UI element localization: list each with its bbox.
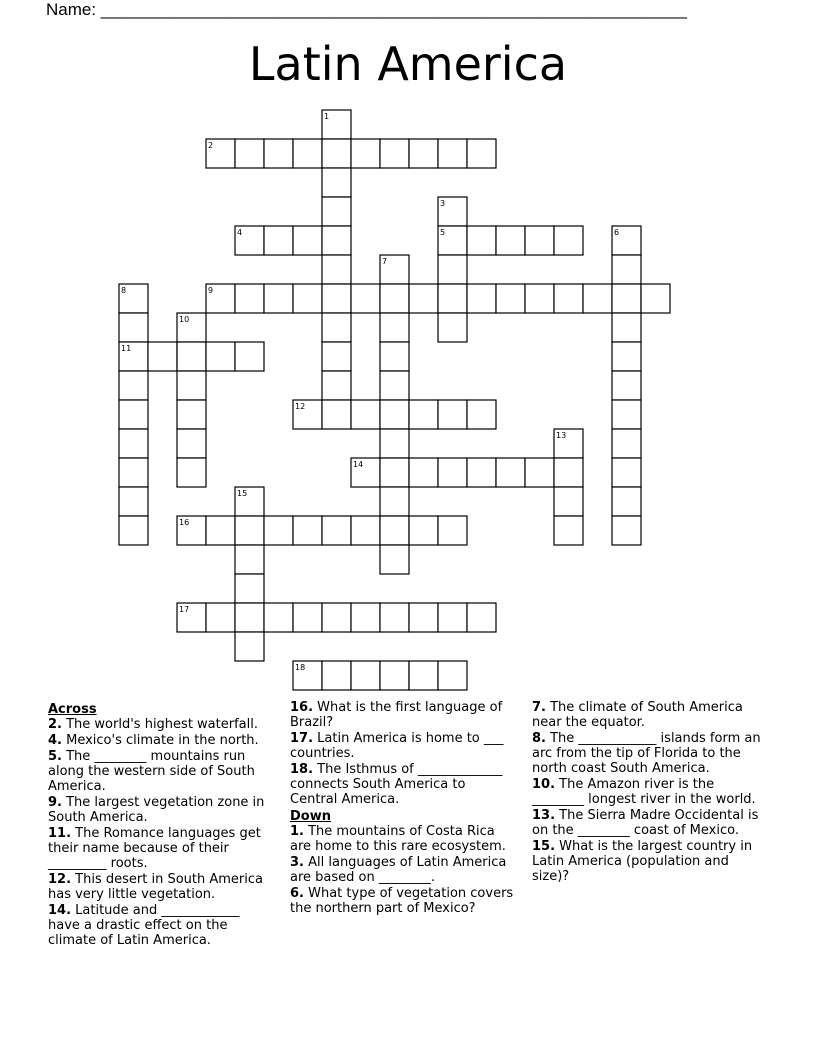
clue-number-label: 11. <box>48 826 72 841</box>
grid-cell[interactable] <box>235 545 264 574</box>
grid-cell[interactable] <box>467 139 496 168</box>
clue-text: Mexico's climate in the north. <box>61 733 259 748</box>
grid-cell[interactable] <box>380 429 409 458</box>
grid-cell[interactable] <box>119 400 148 429</box>
clue-column-2 <box>290 700 516 917</box>
clue-item <box>290 855 516 885</box>
grid-cell[interactable] <box>525 458 554 487</box>
clue-number: 2 <box>208 141 214 150</box>
clue-number: 11 <box>121 344 132 353</box>
grid-cell[interactable] <box>148 342 177 371</box>
grid-cell[interactable] <box>293 139 322 168</box>
clue-number: 17 <box>179 605 190 614</box>
grid-cell[interactable] <box>322 226 351 255</box>
clue-item <box>48 795 274 825</box>
grid-cell[interactable] <box>119 371 148 400</box>
grid-cell[interactable] <box>380 661 409 690</box>
clue-item <box>290 886 516 916</box>
grid-cell[interactable] <box>380 603 409 632</box>
grid-cell[interactable] <box>554 284 583 313</box>
grid-cell[interactable] <box>235 284 264 313</box>
clue-item <box>48 733 274 748</box>
grid-cell[interactable] <box>612 284 641 313</box>
grid-cell[interactable] <box>583 284 612 313</box>
grid-cell[interactable] <box>525 226 554 255</box>
grid-cell[interactable] <box>380 545 409 574</box>
clue-number: 7 <box>382 257 388 266</box>
clue-text: The Romance languages get their name because of their _________ roots. <box>48 826 261 871</box>
clue-number-label: 6. <box>290 886 304 901</box>
clue-text: Latin America is home to ___ countries. <box>290 731 504 761</box>
clue-text: What is the largest country in Latin America (population and size)? <box>532 839 753 884</box>
grid-cell[interactable] <box>351 139 380 168</box>
grid-cell[interactable] <box>438 458 467 487</box>
clue-number: 14 <box>353 460 364 469</box>
grid-cell[interactable] <box>119 458 148 487</box>
grid-cell[interactable] <box>467 226 496 255</box>
grid-cell[interactable] <box>235 632 264 661</box>
clue-number-label: 15. <box>532 839 556 854</box>
clue-text: All languages of Latin America are based on ________. <box>290 855 507 885</box>
grid-cell[interactable] <box>467 458 496 487</box>
grid-cell[interactable] <box>119 313 148 342</box>
clue-number-label: 14. <box>48 903 72 918</box>
grid-cell[interactable] <box>438 255 467 284</box>
clue-number: 4 <box>237 228 243 237</box>
clue-text: The world's highest waterfall. <box>61 717 258 732</box>
grid-cell[interactable] <box>119 429 148 458</box>
grid-cell[interactable] <box>293 516 322 545</box>
across-heading: Across <box>48 702 97 717</box>
clue-number: 5 <box>440 228 446 237</box>
grid-cell[interactable] <box>496 458 525 487</box>
grid-cell[interactable] <box>380 342 409 371</box>
grid-cell[interactable] <box>322 516 351 545</box>
grid-cell[interactable] <box>409 139 438 168</box>
clue-number-label: 12. <box>48 872 72 887</box>
grid-cell[interactable] <box>438 313 467 342</box>
down-heading: Down <box>290 809 331 824</box>
clue-item <box>290 762 516 807</box>
grid-cell[interactable] <box>264 226 293 255</box>
grid-cell[interactable] <box>438 603 467 632</box>
grid-cell[interactable] <box>380 313 409 342</box>
grid-cell[interactable] <box>438 139 467 168</box>
grid-cell[interactable] <box>322 661 351 690</box>
grid-cell[interactable] <box>438 516 467 545</box>
grid-cell[interactable] <box>554 487 583 516</box>
clue-text: What is the first language of Brazil? <box>290 700 503 730</box>
clue-column-1 <box>48 700 274 949</box>
grid-cell[interactable] <box>322 603 351 632</box>
clue-number-label: 3. <box>290 855 304 870</box>
grid-cell[interactable] <box>380 139 409 168</box>
clue-number: 15 <box>237 489 248 498</box>
grid-cell[interactable] <box>351 603 380 632</box>
clue-item <box>48 749 274 794</box>
grid-cell[interactable] <box>322 313 351 342</box>
clue-number: 18 <box>295 663 306 672</box>
grid-cell[interactable] <box>612 516 641 545</box>
clue-number-label: 10. <box>532 777 556 792</box>
grid-cell[interactable] <box>264 284 293 313</box>
clue-number: 9 <box>208 286 214 295</box>
grid-cell[interactable] <box>380 371 409 400</box>
grid-cell[interactable] <box>351 661 380 690</box>
grid-cell[interactable] <box>380 400 409 429</box>
grid-cell[interactable] <box>641 284 670 313</box>
clue-text: Latitude and ____________ have a drastic effect on the climate of Latin America. <box>48 903 240 948</box>
clue-number-label: 13. <box>532 808 556 823</box>
clue-number-label: 16. <box>290 700 314 715</box>
grid-cell[interactable] <box>264 603 293 632</box>
grid-cell[interactable] <box>438 400 467 429</box>
grid-cell[interactable] <box>293 284 322 313</box>
grid-cell[interactable] <box>380 284 409 313</box>
grid-cell[interactable] <box>235 139 264 168</box>
grid-cell[interactable] <box>409 400 438 429</box>
clue-number: 16 <box>179 518 190 527</box>
clue-text: The ________ mountains run along the western side of South America. <box>48 749 255 794</box>
grid-cell[interactable] <box>467 284 496 313</box>
clue-number: 12 <box>295 402 306 411</box>
grid-cell[interactable] <box>206 516 235 545</box>
clue-number-label: 18. <box>290 762 314 777</box>
clue-item <box>48 903 274 948</box>
grid-cell[interactable] <box>409 516 438 545</box>
grid-cell[interactable] <box>293 226 322 255</box>
grid-cell[interactable] <box>612 458 641 487</box>
clue-item <box>532 700 764 730</box>
grid-cell[interactable] <box>612 429 641 458</box>
name-field[interactable]: Name: ______________________________________________________________ <box>46 0 687 19</box>
grid-cell[interactable] <box>351 284 380 313</box>
clue-number-label: 5. <box>48 749 62 764</box>
clue-number: 8 <box>121 286 127 295</box>
grid-cell[interactable] <box>177 342 206 371</box>
grid-cell[interactable] <box>351 400 380 429</box>
grid-cell[interactable] <box>322 168 351 197</box>
clue-item <box>48 826 274 871</box>
grid-cell[interactable] <box>264 516 293 545</box>
grid-cell[interactable] <box>612 487 641 516</box>
grid-cell[interactable] <box>293 603 322 632</box>
grid-cell[interactable] <box>438 284 467 313</box>
grid-cell[interactable] <box>177 429 206 458</box>
clue-number: 6 <box>614 228 620 237</box>
page-title: Latin America <box>248 37 568 91</box>
grid-cell[interactable] <box>322 139 351 168</box>
grid-cell[interactable] <box>380 458 409 487</box>
grid-cell[interactable] <box>322 342 351 371</box>
grid-cell[interactable] <box>409 661 438 690</box>
grid-cell[interactable] <box>525 284 554 313</box>
clue-item <box>290 700 516 730</box>
clue-item <box>48 872 274 902</box>
grid-cell[interactable] <box>322 371 351 400</box>
clue-text: This desert in South America has very little vegetation. <box>48 872 263 902</box>
clue-item <box>48 717 274 732</box>
clue-number-label: 7. <box>532 700 546 715</box>
grid-cell[interactable] <box>467 603 496 632</box>
clue-item <box>290 731 516 761</box>
grid-cell[interactable] <box>409 458 438 487</box>
clue-text: The mountains of Costa Rica are home to this rare ecosystem. <box>290 824 506 854</box>
grid-cell[interactable] <box>612 342 641 371</box>
clue-text: The Sierra Madre Occidental is on the ________ coast of Mexico. <box>532 808 759 838</box>
grid-cell[interactable] <box>264 139 293 168</box>
grid-cell[interactable] <box>554 458 583 487</box>
clue-column-3 <box>532 700 764 885</box>
grid-cell[interactable] <box>467 400 496 429</box>
clue-text: The Amazon river is the ________ longest river in the world. <box>532 777 756 807</box>
clue-number-label: 4. <box>48 733 62 748</box>
grid-cell[interactable] <box>496 284 525 313</box>
grid-cell[interactable] <box>612 255 641 284</box>
clue-number: 13 <box>556 431 567 440</box>
grid-cell[interactable] <box>409 603 438 632</box>
grid-cell[interactable] <box>612 400 641 429</box>
clue-number-label: 9. <box>48 795 62 810</box>
clue-number-label: 17. <box>290 731 314 746</box>
grid-cell[interactable] <box>380 516 409 545</box>
clue-item <box>532 731 764 776</box>
grid-cell[interactable] <box>177 400 206 429</box>
grid-cell[interactable] <box>322 197 351 226</box>
grid-cell[interactable] <box>554 226 583 255</box>
clue-number-label: 2. <box>48 717 62 732</box>
clue-item <box>532 808 764 838</box>
grid-cell[interactable] <box>235 603 264 632</box>
grid-cell[interactable] <box>235 574 264 603</box>
grid-cell[interactable] <box>409 284 438 313</box>
grid-cell[interactable] <box>380 487 409 516</box>
grid-cell[interactable] <box>351 516 380 545</box>
grid-cell[interactable] <box>612 371 641 400</box>
grid-cell[interactable] <box>612 313 641 342</box>
grid-cell[interactable] <box>119 487 148 516</box>
grid-cell[interactable] <box>177 458 206 487</box>
clue-number-label: 8. <box>532 731 546 746</box>
clue-item <box>290 824 516 854</box>
grid-cell[interactable] <box>496 226 525 255</box>
clue-number: 3 <box>440 199 446 208</box>
clue-text: The climate of South America near the equator. <box>532 700 743 730</box>
clue-text: The ____________ islands form an arc from the tip of Florida to the north coast South America. <box>532 731 761 776</box>
clue-text: What type of vegetation covers the northern part of Mexico? <box>290 886 514 916</box>
grid-cell[interactable] <box>438 661 467 690</box>
grid-cell[interactable] <box>235 342 264 371</box>
grid-cell[interactable] <box>554 516 583 545</box>
clue-number: 10 <box>179 315 190 324</box>
grid-cell[interactable] <box>322 400 351 429</box>
clue-number-label: 1. <box>290 824 304 839</box>
grid-cell[interactable] <box>177 371 206 400</box>
clue-item <box>532 839 764 884</box>
grid-cell[interactable] <box>119 516 148 545</box>
grid-cell[interactable] <box>206 342 235 371</box>
clue-text: The largest vegetation zone in South America. <box>48 795 265 825</box>
grid-cell[interactable] <box>322 255 351 284</box>
grid-cell[interactable] <box>322 284 351 313</box>
grid-cell[interactable] <box>235 516 264 545</box>
clue-item <box>532 777 764 807</box>
grid-cell[interactable] <box>206 603 235 632</box>
clue-number: 1 <box>324 112 330 121</box>
clue-text: The Isthmus of _____________ connects South America to Central America. <box>290 762 503 807</box>
